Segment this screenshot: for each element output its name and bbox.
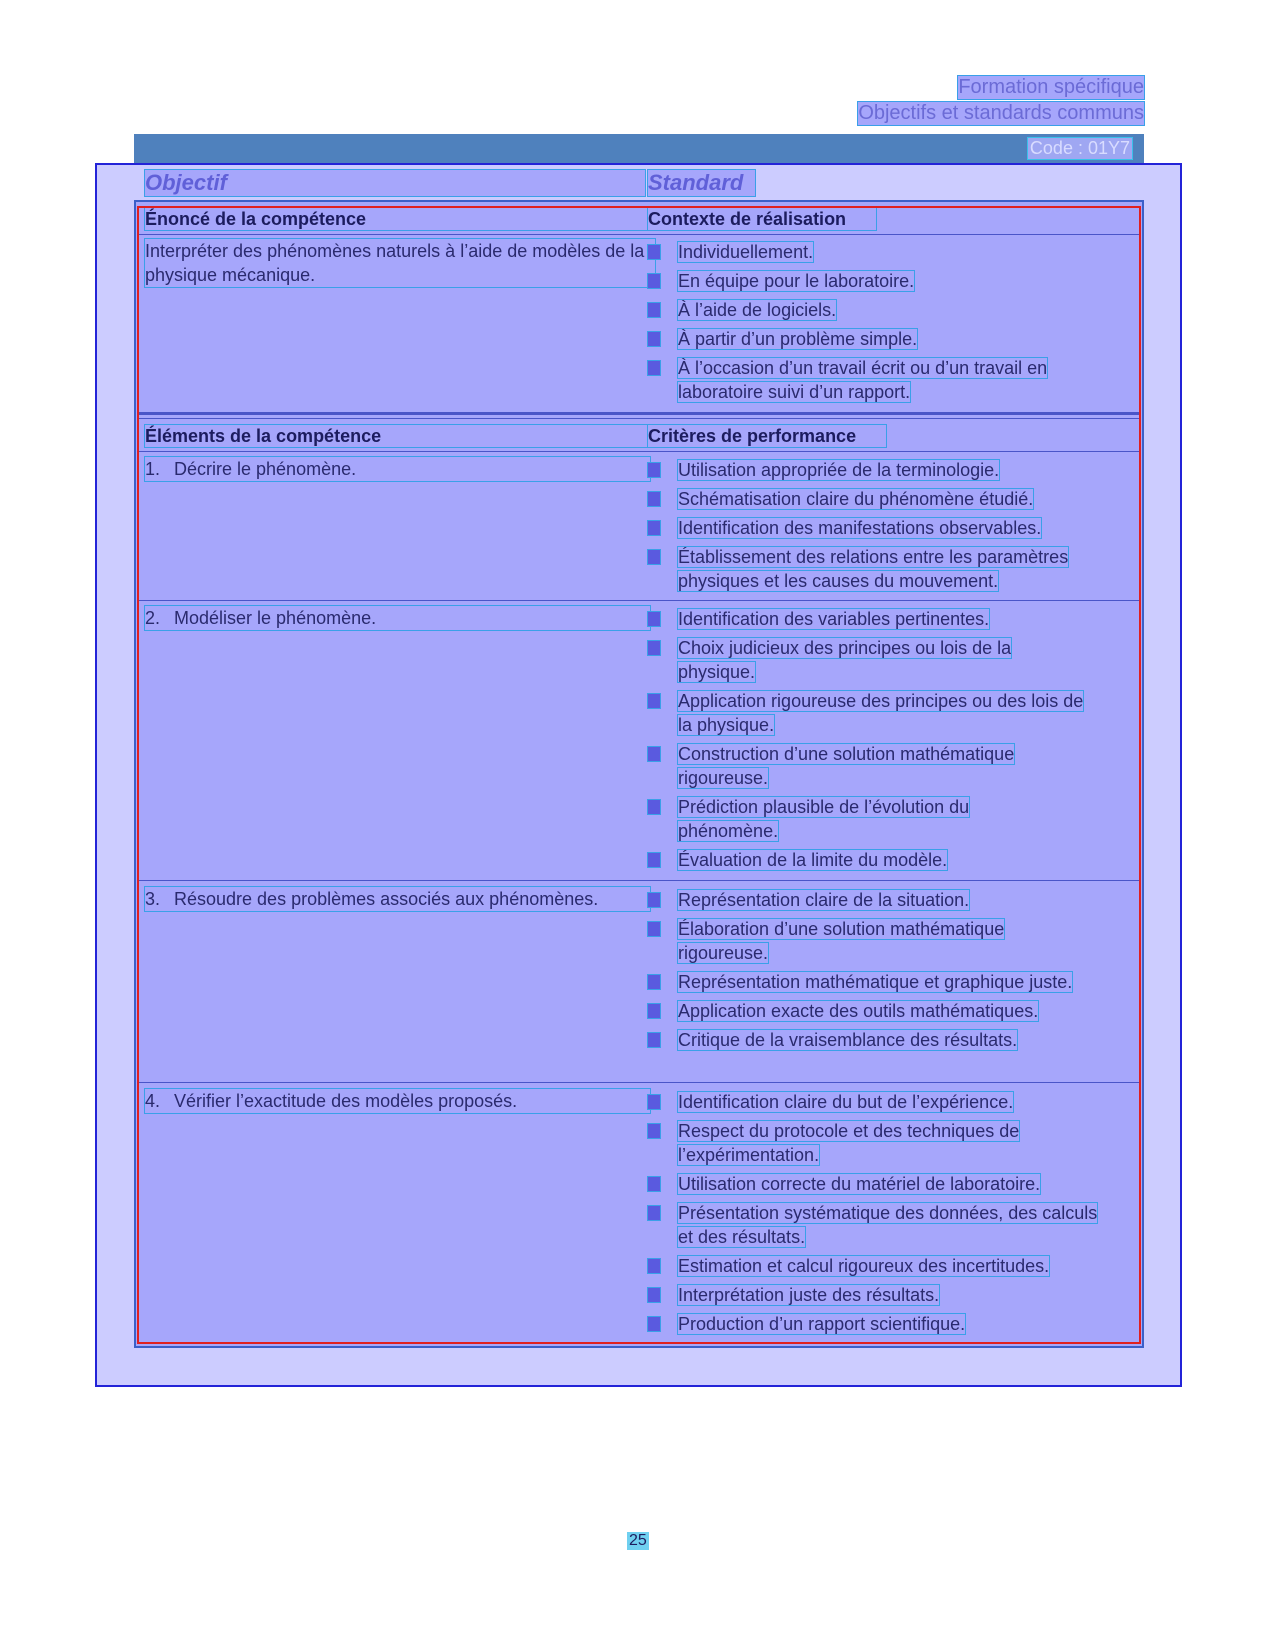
list-item: Construction d’une solution mathématique rigoureuse. [648,742,1048,790]
heading-enonce: Énoncé de la compétence [145,208,650,230]
element-label: 1. Décrire le phénomène. [145,457,650,481]
bullet-icon [648,800,660,814]
column-title-standard: Standard [648,170,755,196]
bullet-icon [648,361,660,375]
list-item: À l’occasion d’un travail écrit ou d’un travail en laboratoire suivi d’un rapport. [648,356,1118,404]
list-item: Élaboration d’une solution mathématique rigoureuse. [648,917,1068,965]
criteria-list [648,607,1088,877]
list-item: Utilisation correcte du matériel de laboratoire. [648,1172,1088,1196]
column-title-objectif: Objectif [145,170,645,196]
bullet-icon [648,303,660,317]
bullet-icon [648,922,660,936]
code-bar [134,134,1144,163]
page-number: 25 [629,1532,647,1549]
row-divider [137,234,1141,235]
bullet-icon [648,1317,660,1331]
list-item: Présentation systématique des données, des calculs et des résultats. [648,1201,1098,1249]
list-item: Estimation et calcul rigoureux des incertitudes. [648,1254,1088,1278]
list-item: Représentation mathématique et graphique juste. [648,970,1088,994]
header-program-title: Formation spécifique [958,76,1144,98]
list-item: Application rigoureuse des principes ou des lois de la physique. [648,689,1098,737]
list-item: Critique de la vraisemblance des résultats. [648,1028,1088,1052]
list-item: Interprétation juste des résultats. [648,1283,1088,1307]
criteria-list [648,888,1088,1057]
bullet-icon [648,641,660,655]
bullet-icon [648,1288,660,1302]
element-label: 2. Modéliser le phénomène. [145,606,650,630]
element-label: 4. Vérifier l’exactitude des modèles proposés. [145,1089,650,1113]
list-item: Schématisation claire du phénomène étudié. [648,487,1128,511]
list-item: Respect du protocole et des techniques de l’expérimentation. [648,1119,1078,1167]
heading-contexte: Contexte de réalisation [648,208,876,230]
criteria-list [648,458,1128,598]
course-code: Code : 01Y7 [1029,138,1130,158]
bullet-icon [648,694,660,708]
list-item: Identification des variables pertinentes. [648,607,1088,631]
heading-criteres: Critères de performance [648,425,886,447]
list-item: Production d’un rapport scientifique. [648,1312,1088,1336]
list-item: Identification des manifestations observables. [648,516,1128,540]
bullet-icon [648,521,660,535]
bullet-icon [648,463,660,477]
criteria-list [648,1090,1098,1341]
row-divider [137,880,1141,881]
list-item: Individuellement. [648,240,1128,264]
bullet-icon [648,975,660,989]
row-divider [137,1082,1141,1083]
bullet-icon [648,1004,660,1018]
bullet-icon [648,853,660,867]
bullet-icon [648,612,660,626]
list-item: Établissement des relations entre les paramètres physiques et les causes du mouvement. [648,545,1128,593]
bullet-icon [648,332,660,346]
section-divider [137,418,1141,419]
bullet-icon [648,492,660,506]
context-list [648,240,1128,409]
list-item: À l’aide de logiciels. [648,298,1128,322]
list-item: Évaluation de la limite du modèle. [648,848,1088,872]
row-divider [137,451,1141,452]
list-item: En équipe pour le laboratoire. [648,269,1128,293]
bullet-icon [648,1033,660,1047]
list-item: Identification claire du but de l’expérience. [648,1090,1088,1114]
bullet-icon [648,893,660,907]
row-divider [137,600,1141,601]
bullet-icon [648,747,660,761]
list-item: Prédiction plausible de l’évolution du phénomène. [648,795,1008,843]
bullet-icon [648,1124,660,1138]
list-item: Choix judicieux des principes ou lois de la physique. [648,636,1038,684]
heading-elements: Éléments de la compétence [145,425,650,447]
bullet-icon [648,1095,660,1109]
bullet-icon [648,1206,660,1220]
bullet-icon [648,274,660,288]
header-subtitle: Objectifs et standards communs [858,102,1144,124]
list-item: Application exacte des outils mathématiques. [648,999,1088,1023]
bullet-icon [648,1177,660,1191]
enonce-text: Interpréter des phénomènes naturels à l’aide de modèles de la physique mécanique. [145,239,655,287]
section-divider [137,412,1141,415]
bullet-icon [648,245,660,259]
list-item: Utilisation appropriée de la terminologie. [648,458,1128,482]
bullet-icon [648,550,660,564]
element-label: 3. Résoudre des problèmes associés aux phénomènes. [145,887,650,911]
list-item: Représentation claire de la situation. [648,888,1088,912]
bullet-icon [648,1259,660,1273]
list-item: À partir d’un problème simple. [648,327,1128,351]
